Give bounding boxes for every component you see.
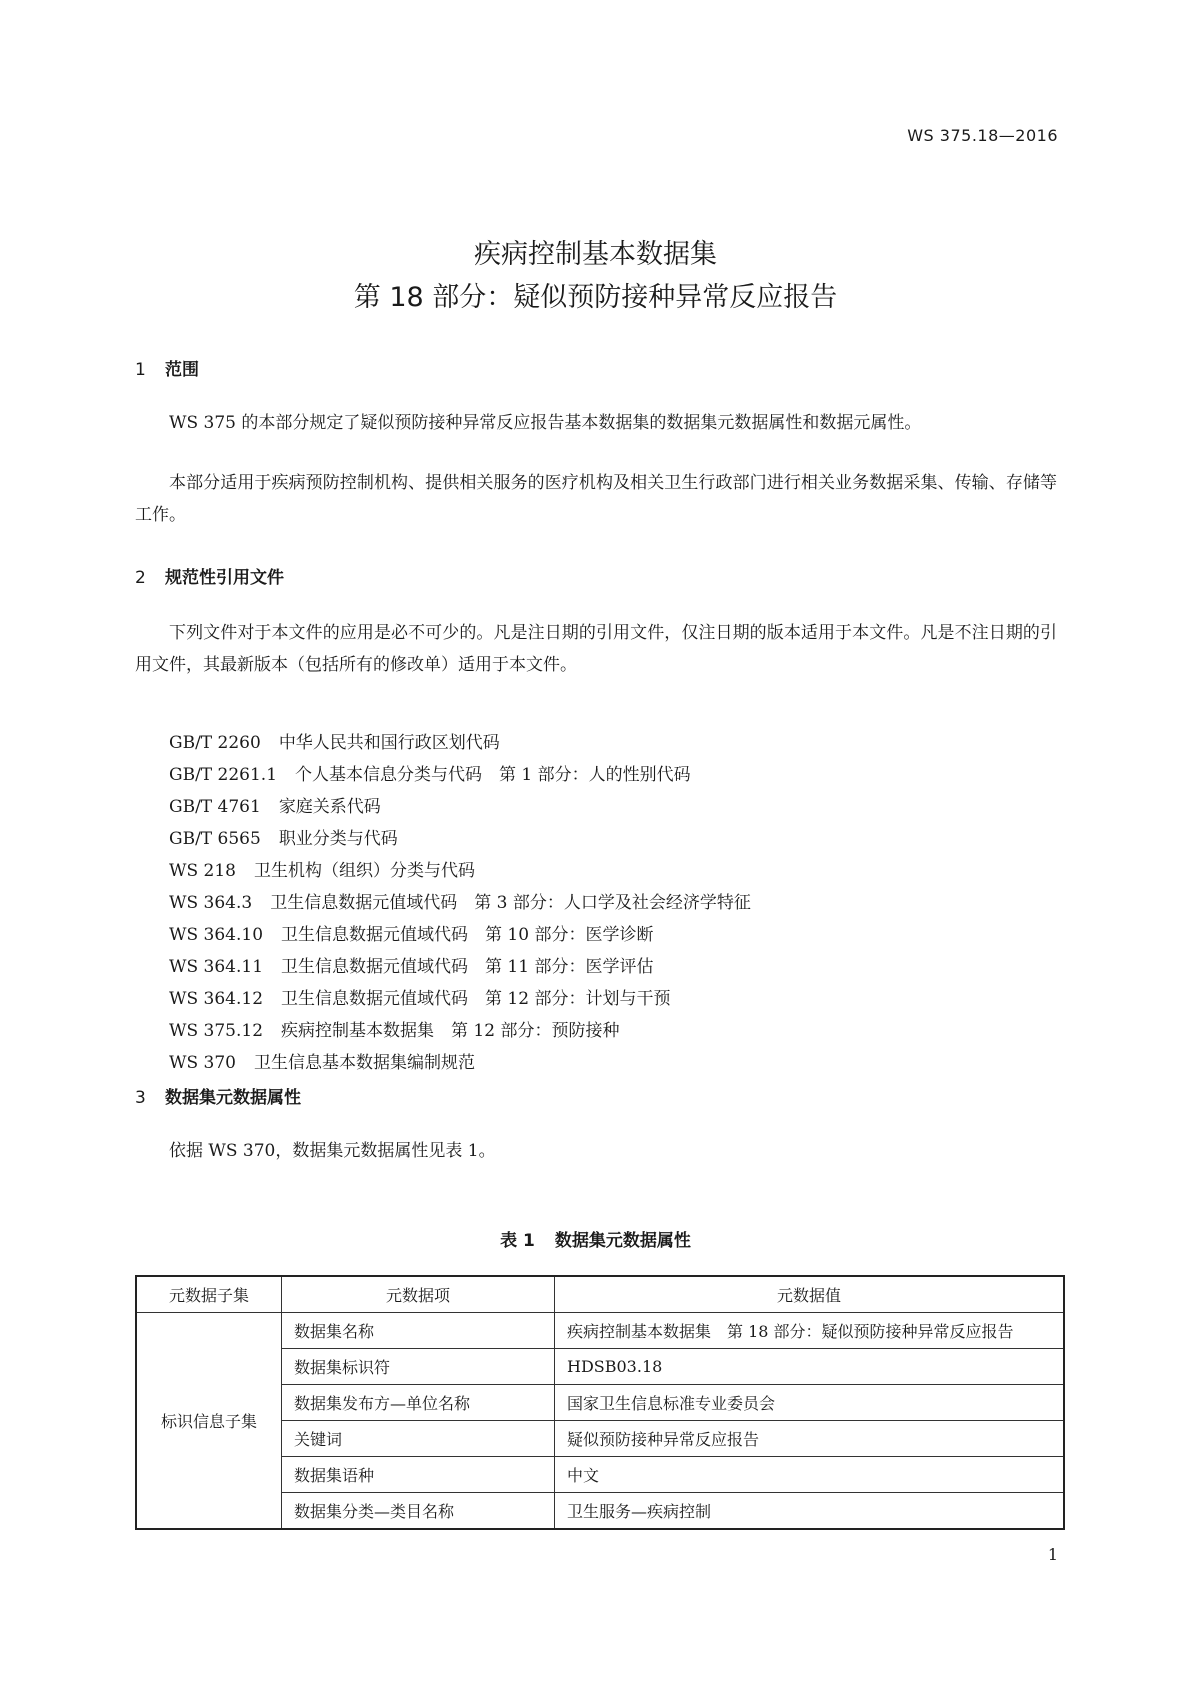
section-3-intro: 依据 WS 370，数据集元数据属性见表 1。 [169,1141,496,1161]
subset-cell: 标识信息子集 [136,1313,282,1530]
reference-code: GB/T 2261.1 [169,765,278,785]
reference-code: WS 364.12 [169,989,264,1009]
reference-code: GB/T 6565 [169,829,261,849]
table-row [136,1313,1064,1349]
table-caption-label: 表 1 [500,1231,535,1251]
reference-item [169,983,751,1015]
reference-title: 卫生信息数据元值域代码 第 11 部分：医学评估 [281,957,654,977]
value-cell: 疾病控制基本数据集 第 18 部分：疑似预防接种异常反应报告 [555,1313,1065,1349]
reference-title: 疾病控制基本数据集 第 12 部分：预防接种 [281,1021,620,1041]
section-number: 2 [135,568,146,588]
reference-item [169,727,751,759]
reference-code: WS 370 [169,1053,236,1073]
item-cell: 关键词 [282,1421,555,1457]
value-cell: 国家卫生信息标准专业委员会 [555,1385,1065,1421]
table-header-row [136,1276,1064,1313]
reference-item [169,1047,751,1079]
section-1-heading [135,355,199,380]
reference-title: 卫生机构（组织）分类与代码 [253,861,475,881]
column-header: 元数据值 [555,1276,1065,1313]
table-caption-title: 数据集元数据属性 [554,1231,691,1251]
value-cell: 中文 [555,1457,1065,1493]
reference-title: 职业分类与代码 [278,829,398,849]
section-title: 数据集元数据属性 [165,1088,301,1108]
reference-title: 个人基本信息分类与代码 第 1 部分：人的性别代码 [295,765,691,785]
reference-code: GB/T 4761 [169,797,261,817]
section-title: 范围 [165,360,199,380]
reference-title: 卫生信息数据元值域代码 第 3 部分：人口学及社会经济学特征 [270,893,751,913]
section-3-heading [135,1083,301,1108]
column-header: 元数据子集 [136,1276,282,1313]
reference-title: 卫生信息数据元值域代码 第 12 部分：计划与干预 [281,989,671,1009]
reference-code: WS 364.10 [169,925,264,945]
reference-list [169,727,751,1079]
reference-item [169,823,751,855]
section-1-paragraph-2: 本部分适用于疾病预防控制机构、提供相关服务的医疗机构及相关卫生行政部门进行相关业务数据采集、传输、存储等工作。 [135,473,1057,525]
document-subtitle: 第 18 部分：疑似预防接种异常反应报告 [353,282,838,313]
value-cell: 卫生服务—疾病控制 [555,1493,1065,1530]
reference-item [169,919,751,951]
reference-item [169,1015,751,1047]
section-number: 3 [135,1088,146,1108]
reference-code: WS 364.3 [169,893,253,913]
reference-title: 中华人民共和国行政区划代码 [278,733,500,753]
reference-code: WS 375.12 [169,1021,264,1041]
section-title: 规范性引用文件 [165,568,284,588]
value-cell: HDSB03.18 [555,1349,1065,1385]
item-cell: 数据集发布方—单位名称 [282,1385,555,1421]
reference-item [169,951,751,983]
reference-title: 卫生信息基本数据集编制规范 [253,1053,475,1073]
table-caption [0,1226,1191,1251]
page-number: 1 [1047,1545,1058,1564]
reference-item [169,887,751,919]
reference-title: 卫生信息数据元值域代码 第 10 部分：医学诊断 [281,925,654,945]
value-cell: 疑似预防接种异常反应报告 [555,1421,1065,1457]
column-header: 元数据项 [282,1276,555,1313]
document-title: 疾病控制基本数据集 [474,239,717,270]
item-cell: 数据集标识符 [282,1349,555,1385]
item-cell: 数据集语种 [282,1457,555,1493]
item-cell: 数据集分类—类目名称 [282,1493,555,1530]
reference-code: WS 364.11 [169,957,264,977]
item-cell: 数据集名称 [282,1313,555,1349]
section-number: 1 [135,360,146,380]
reference-title: 家庭关系代码 [278,797,381,817]
reference-code: GB/T 2260 [169,733,261,753]
reference-item [169,855,751,887]
section-1-paragraph-1: WS 375 的本部分规定了疑似预防接种异常反应报告基本数据集的数据集元数据属性和数据元属性。 [169,413,922,433]
section-2-intro: 下列文件对于本文件的应用是必不可少的。凡是注日期的引用文件，仅注日期的版本适用于本文件。凡是不注日期的引用文件，其最新版本（包括所有的修改单）适用于本文件。 [135,623,1057,675]
metadata-table [135,1275,1065,1530]
reference-item [169,759,751,791]
section-2-heading [135,563,284,588]
reference-item [169,791,751,823]
standard-code: WS 375.18—2016 [907,126,1058,145]
reference-code: WS 218 [169,861,236,881]
